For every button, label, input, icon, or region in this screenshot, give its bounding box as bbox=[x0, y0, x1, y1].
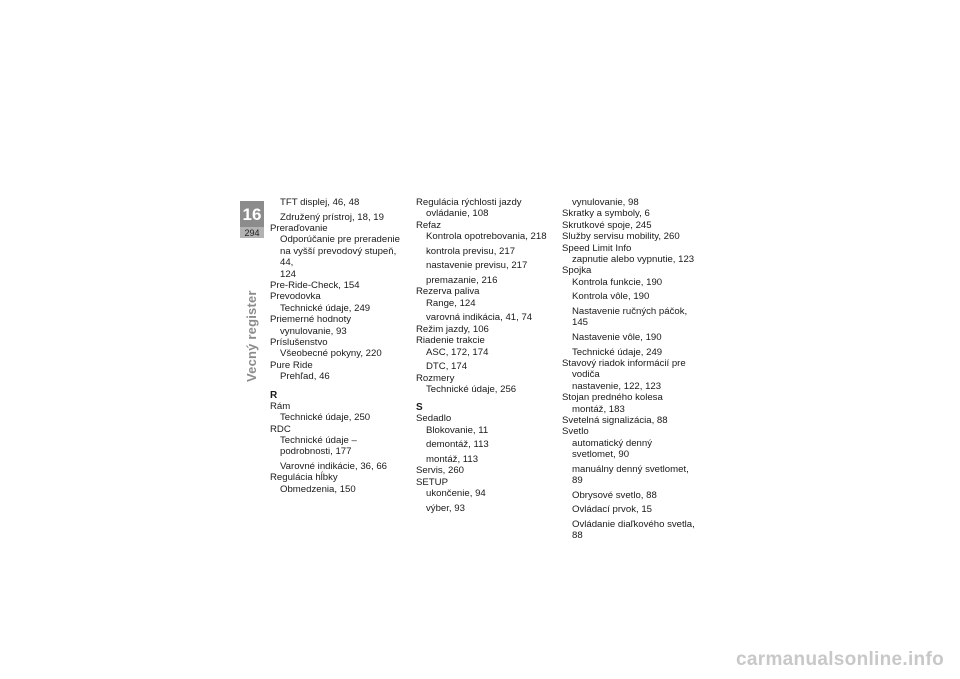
index-entry-sub: montáž, 113 bbox=[426, 454, 479, 466]
index-entry-continuation: 124 bbox=[280, 268, 297, 280]
index-entry-main: Servis, 260 bbox=[416, 465, 464, 477]
index-entry-sub: Združený prístroj, 18, 19 bbox=[280, 211, 384, 223]
index-entry-main: Svetlo bbox=[562, 426, 589, 438]
index-entry-main: Príslušenstvo bbox=[270, 337, 328, 349]
index-letter-heading: S bbox=[416, 402, 423, 414]
index-letter-heading: R bbox=[270, 389, 278, 401]
index-entry-sub: Nastavenie ručných páčok, 145 bbox=[572, 306, 688, 329]
index-entry-sub: ovládanie, 108 bbox=[426, 208, 489, 220]
index-entry-sub: zapnutie alebo vypnutie, 123 bbox=[572, 254, 695, 266]
index-entry-main: Regulácia rýchlosti jazdy bbox=[416, 197, 522, 208]
index-entry-sub: Varovné indikácie, 36, 66 bbox=[280, 460, 388, 472]
index-entry-sub: ukončenie, 94 bbox=[426, 488, 486, 500]
index-entry-main: Pure Ride bbox=[270, 359, 313, 371]
index-entry-sub: Ovládanie diaľkového svetla, 88 bbox=[572, 519, 695, 542]
index-entry-sub: Technické údaje, 256 bbox=[426, 384, 517, 396]
index-entry-sub: Odporúčanie pre preradenie bbox=[280, 234, 401, 246]
index-column-3 bbox=[562, 197, 702, 542]
chapter-number-tab bbox=[240, 201, 264, 227]
index-entry-main: Spojka bbox=[562, 265, 592, 277]
index-entry-sub: Technické údaje – bbox=[280, 434, 357, 446]
index-entry-sub: vynulovanie, 98 bbox=[572, 197, 639, 208]
index-entry-main: Regulácia hĺbky bbox=[270, 472, 338, 484]
index-entry-sub: Technické údaje, 250 bbox=[280, 412, 371, 424]
index-entry-main: Rám bbox=[270, 400, 291, 412]
index-entry-sub: Kontrola vôle, 190 bbox=[572, 291, 650, 303]
index-entry-main: Priemerné hodnoty bbox=[270, 314, 352, 326]
index-entry-main: Speed Limit Info bbox=[562, 242, 632, 254]
index-entry-main: Stavový riadok informácií pre bbox=[562, 358, 686, 370]
index-entry-sub: nastavenie, 122, 123 bbox=[572, 380, 662, 392]
index-entry-continuation: podrobnosti, 177 bbox=[280, 446, 352, 458]
index-entry-sub: demontáž, 113 bbox=[426, 439, 489, 451]
index-entry-main: Preraďovanie bbox=[270, 223, 328, 234]
index-entry-sub: automatický denný bbox=[572, 437, 652, 449]
index-entry-sub: ASC, 172, 174 bbox=[426, 346, 489, 358]
watermark: carmanualsonline.info bbox=[736, 649, 944, 670]
index-entry-main: SETUP bbox=[416, 476, 448, 488]
index-entry-main: Rezerva paliva bbox=[416, 286, 480, 298]
index-entry-sub: Obmedzenia, 150 bbox=[280, 483, 356, 495]
index-entry-continuation: na vyšší prevodový stupeň, 44, bbox=[280, 245, 397, 269]
index-entry-main: Riadenie trakcie bbox=[416, 335, 485, 347]
chapter-number: 16 bbox=[242, 204, 262, 224]
index-entry-main: Prevodovka bbox=[270, 291, 321, 303]
index-entry-sub: montáž, 183 bbox=[572, 403, 625, 415]
index-entry-sub: Nastavenie vôle, 190 bbox=[572, 332, 662, 344]
index-entry-sub: Kontrola opotrebovania, 218 bbox=[426, 231, 547, 243]
index-entry-sub: varovná indikácia, 41, 74 bbox=[426, 312, 533, 324]
index-column-2 bbox=[416, 197, 556, 514]
index-entry-main: RDC bbox=[270, 423, 291, 435]
chapter-title: Vecný register bbox=[244, 290, 259, 382]
index-entry-sub: TFT displej, 46, 48 bbox=[280, 197, 360, 208]
index-entry-sub: Kontrola funkcie, 190 bbox=[572, 276, 663, 288]
index-entry-main: Služby servisu mobility, 260 bbox=[562, 231, 680, 243]
index-entry-main: Pre-Ride-Check, 154 bbox=[270, 280, 360, 292]
index-column-1 bbox=[270, 197, 410, 495]
index-entry-continuation: vodiča bbox=[572, 369, 600, 381]
index-entry-sub: premazanie, 216 bbox=[426, 275, 498, 286]
index-entry-sub: manuálny denný svetlomet, 89 bbox=[572, 463, 689, 487]
index-entry-sub: nastavenie previsu, 217 bbox=[426, 260, 528, 272]
index-entry-main: Rozmery bbox=[416, 372, 455, 384]
index-entry-main: Refaz bbox=[416, 219, 442, 231]
index-entry-main: Svetelná signalizácia, 88 bbox=[562, 415, 668, 427]
index-entry-sub: Ovládací prvok, 15 bbox=[572, 504, 652, 516]
index-entry-main: Skrutkové spoje, 245 bbox=[562, 219, 652, 231]
index-entry-sub: Prehľad, 46 bbox=[280, 371, 330, 383]
index-entry-continuation: svetlomet, 90 bbox=[572, 449, 630, 461]
index-entry-sub: Blokovanie, 11 bbox=[426, 424, 489, 436]
index-entry-sub: Všeobecné pokyny, 220 bbox=[280, 348, 382, 360]
index-entry-sub: DTC, 174 bbox=[426, 361, 468, 373]
index-entry-sub: vynulovanie, 93 bbox=[280, 325, 347, 337]
index-entry-sub: výber, 93 bbox=[426, 502, 465, 514]
index-entry-sub: Obrysové svetlo, 88 bbox=[572, 489, 657, 501]
index-entry-main: Stojan predného kolesa bbox=[562, 392, 663, 404]
page-number: 294 bbox=[240, 227, 264, 238]
index-entry-sub: Range, 124 bbox=[426, 297, 476, 309]
index-entry-sub: Technické údaje, 249 bbox=[572, 346, 663, 358]
index-entry-sub: kontrola previsu, 217 bbox=[426, 245, 516, 257]
index-entry-sub: Technické údaje, 249 bbox=[280, 302, 371, 314]
index-entry-main: Režim jazdy, 106 bbox=[416, 323, 489, 335]
index-entry-main: Skratky a symboly, 6 bbox=[562, 208, 650, 220]
index-entry-main: Sedadlo bbox=[416, 413, 452, 425]
